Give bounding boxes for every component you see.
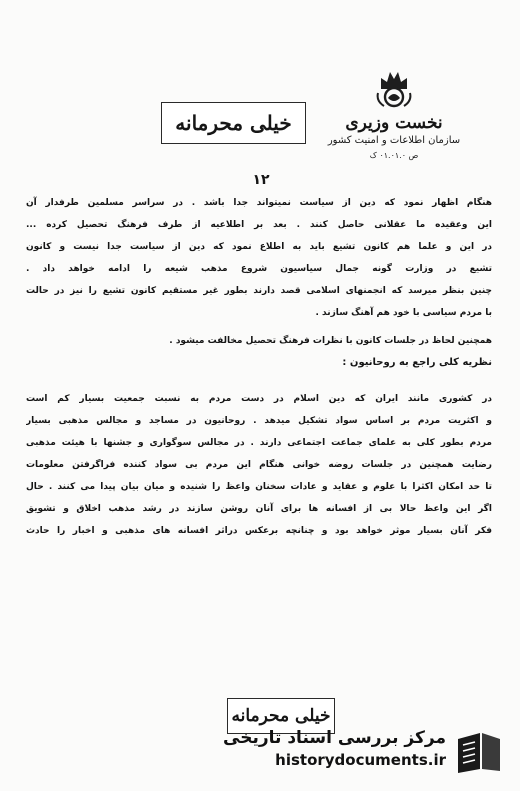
organization-subtitle: سازمان اطلاعات و امنیت کشور xyxy=(327,135,461,146)
watermark-url: historydocuments.ir xyxy=(275,751,446,769)
body-line: در این و علما هم کانون تشیع باید به اطلاع نمود که دین از سیاست جدا نیست و کانون xyxy=(26,242,492,252)
classification-stamp-bottom: خیلی محرمانه xyxy=(227,698,335,734)
body-line: اگر این واعظ حالا بی از افسانه ها برای آنان روشن سازند در رشد مذهب اخلاق و تشویق xyxy=(26,504,492,514)
body-line: فکر آنان بسیار موثر خواهد بود و چنانچه برعکس دراثر افسانه های مذهبی و اخبار را حادث xyxy=(26,526,492,536)
watermark xyxy=(214,727,504,775)
crown-emblem-icon xyxy=(372,66,416,110)
watermark-text xyxy=(216,727,446,771)
document-body xyxy=(26,192,492,542)
body-line: و اکثریت مردم بر اساس سواد تشکیل میدهد . روحانیون در مساجد و مجالس مذهبی بسیار xyxy=(26,416,492,426)
body-line: تا حد امکان اکثرا با علوم و عقاید و عادات سخنان واعظ را شنیده و میان بیان پیدا می کنند . حال xyxy=(26,482,492,492)
body-line: چنین بنظر میرسد که انجمنهای اسلامی قصد دارند بطور غیر مستقیم کانون تشیع را نیز در حالت xyxy=(26,286,492,296)
watermark-title: مرکز بررسی اسناد تاریخی xyxy=(223,728,446,748)
body-line: رضایت همچنین در جلسات روضه خوانی هنگام این مردم بی سواد کننده فراگرفتن معلومات xyxy=(26,460,492,470)
reference-number: ص ۰۱.۰۱.۰ ک xyxy=(369,151,419,160)
body-line: همچنین لحاظ در جلسات کانون با نظرات فرهنگ تحصیل مخالفت میشود . xyxy=(169,336,492,346)
archive-logo-icon xyxy=(454,729,504,775)
body-line: مردم بطور کلی به علمای جماعت اجتماعی دارند . در مجالس سوگواری و جشنها با هیئت مذهبی xyxy=(26,438,492,448)
section-heading: نظریه کلی راجع به روحانیون : xyxy=(342,357,492,368)
body-line: تشیع در وزارت گونه جمال سیاسیون شروع مذهب شیعه را ادامه خواهد داد . xyxy=(26,264,492,274)
page-number: ۱۲ xyxy=(252,172,270,188)
body-line: هنگام اظهار نمود که دین از سیاست نمیتواند جدا باشد . در سراسر مسلمین طرفدار آن xyxy=(26,198,492,208)
body-line: با مردم سیاسی با خود هم آهنگ سازند . xyxy=(315,308,492,318)
body-line: این وعقیده ما عقلانی حاصل کنند . بعد بر اطلاعیه از طرف فرهنگ تحصیل کرده ... xyxy=(26,220,492,230)
body-line: در کشوری مانند ایران که دین اسلام در دست مردم به نسبت جمعیت بسیار کم است xyxy=(26,394,492,404)
classification-stamp-top: خیلی محرمانه xyxy=(161,102,306,144)
organization-title: نخست وزیری xyxy=(345,113,443,133)
letterhead xyxy=(314,66,474,162)
